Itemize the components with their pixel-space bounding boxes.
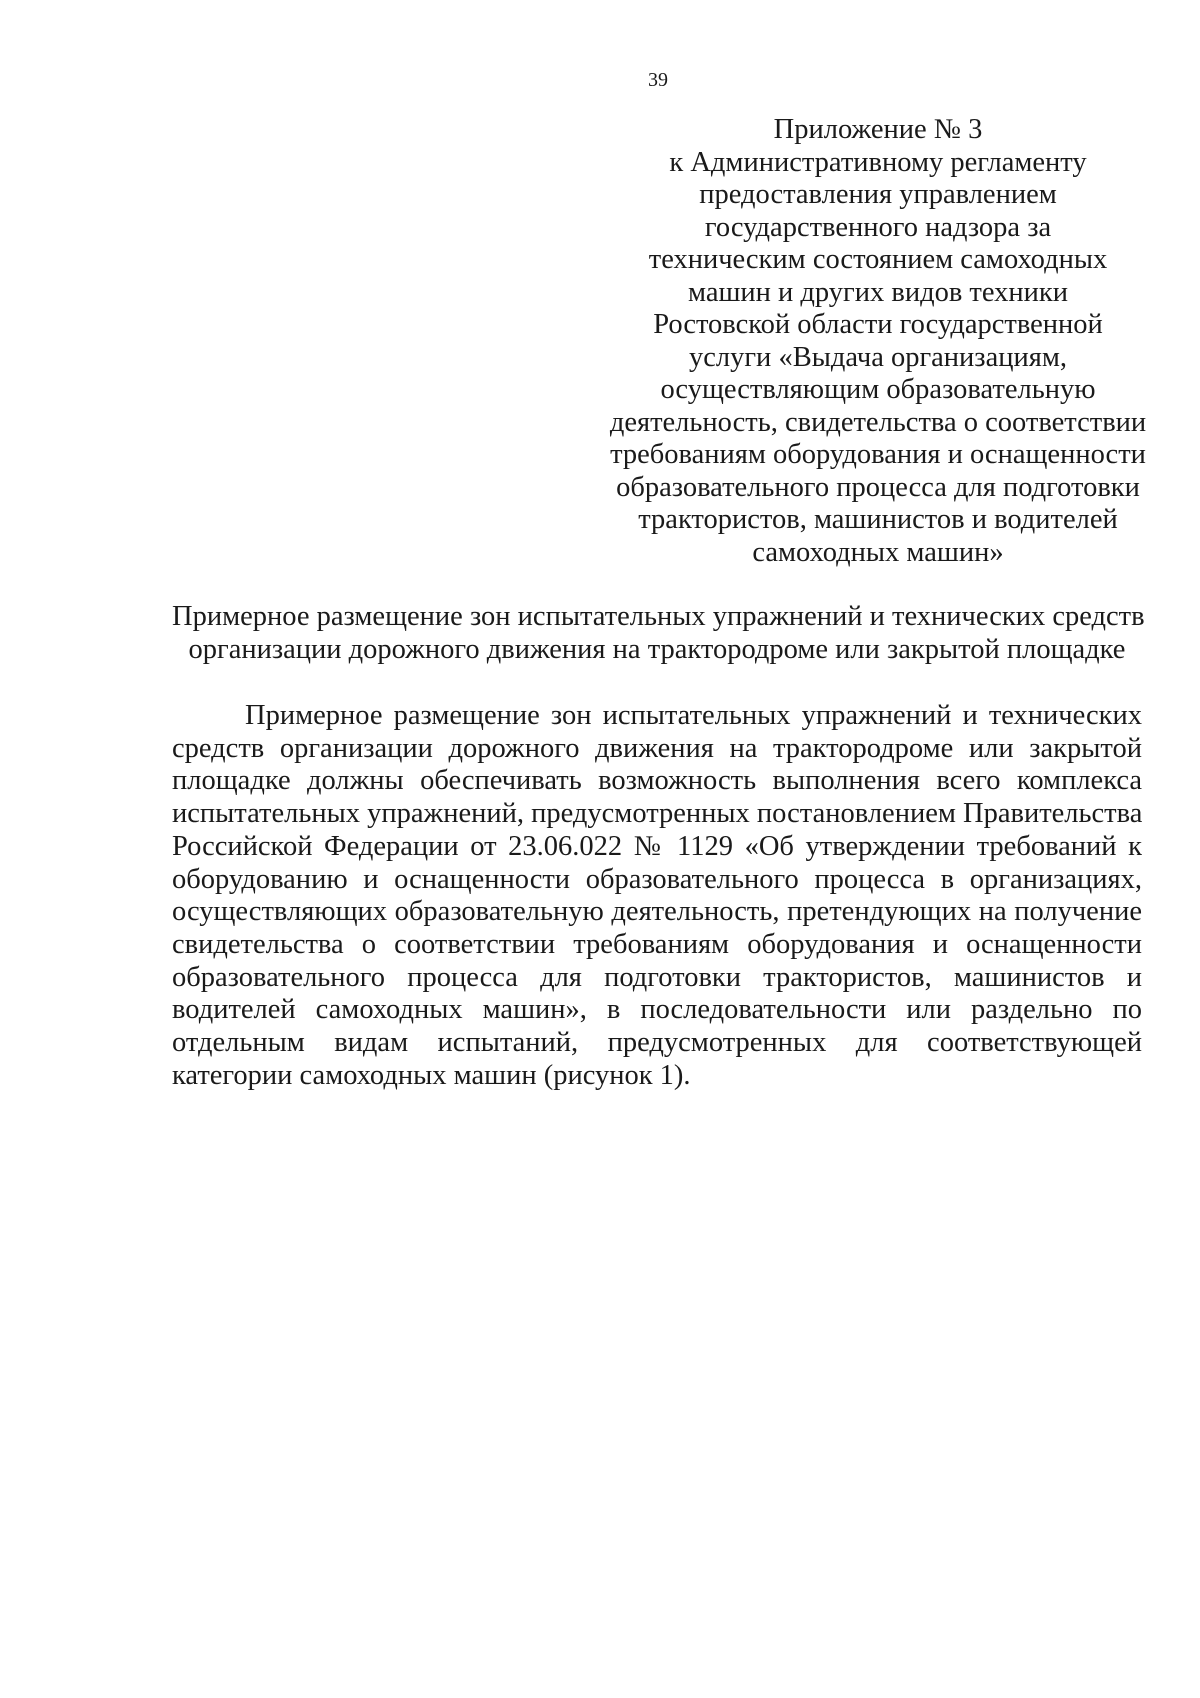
title-line: Примерное размещение зон испытательных упражнений и технических средств — [172, 601, 1145, 632]
appendix-line: трактористов, машинистов и водителей — [638, 504, 1118, 535]
paragraph-line: категории самоходных машин (рисунок 1). — [172, 1059, 691, 1091]
appendix-line: самоходных машин» — [752, 536, 1004, 568]
appendix-line: деятельность, свидетельства о соответствии — [609, 406, 1147, 438]
appendix-line: образовательного процесса для подготовки — [616, 471, 1140, 503]
appendix-line: предоставления управлением — [699, 179, 1057, 210]
document-title — [172, 600, 1145, 666]
appendix-header — [600, 114, 1156, 569]
appendix-line: требованиям оборудования и оснащенности — [610, 439, 1146, 470]
title-line: организации дорожного движения на трактородроме или закрытой площадке — [188, 634, 1126, 665]
paragraph-line: осуществляющих образовательную деятельность, претендующих на получение — [172, 896, 1142, 928]
appendix-line: осуществляющим образовательную — [660, 374, 1096, 405]
paragraph-line: средств организации дорожного движения на трактородроме или закрытой — [172, 732, 1142, 764]
paragraph-line: испытательных упражнений, предусмотренных постановлением Правительства — [172, 798, 1142, 830]
appendix-line: к Административному регламенту — [669, 146, 1087, 178]
appendix-line: Ростовской области государственной — [653, 309, 1103, 340]
paragraph-line: водителей самоходных машин», в последовательности или раздельно по — [172, 994, 1142, 1026]
paragraph-line: площадке должны обеспечивать возможность выполнения всего комплекса — [172, 765, 1142, 797]
page-number: 39 — [648, 69, 668, 91]
appendix-line: техническим состоянием самоходных — [648, 244, 1108, 275]
paragraph-line: образовательного процесса для подготовки трактористов, машинистов и — [172, 961, 1142, 993]
appendix-line: машин и других видов техники — [687, 276, 1068, 308]
appendix-line: государственного надзора за — [704, 211, 1052, 243]
appendix-line: Приложение № 3 — [773, 114, 983, 145]
paragraph-line: свидетельства о соответствии требованиям оборудования и оснащенности — [172, 928, 1142, 960]
paragraph-line: Российской Федерации от 23.06.022 № 1129 «Об утверждении требований к — [172, 830, 1142, 862]
body-paragraph — [172, 700, 1142, 1092]
paragraph-line: отдельным видам испытаний, предусмотренных для соответствующей — [172, 1027, 1142, 1059]
paragraph-line: Примерное размещение зон испытательных упражнений и технических — [245, 700, 1142, 731]
paragraph-line: оборудованию и оснащенности образовательного процесса в организациях, — [172, 863, 1142, 895]
appendix-line: услуги «Выдача организациям, — [689, 341, 1067, 373]
